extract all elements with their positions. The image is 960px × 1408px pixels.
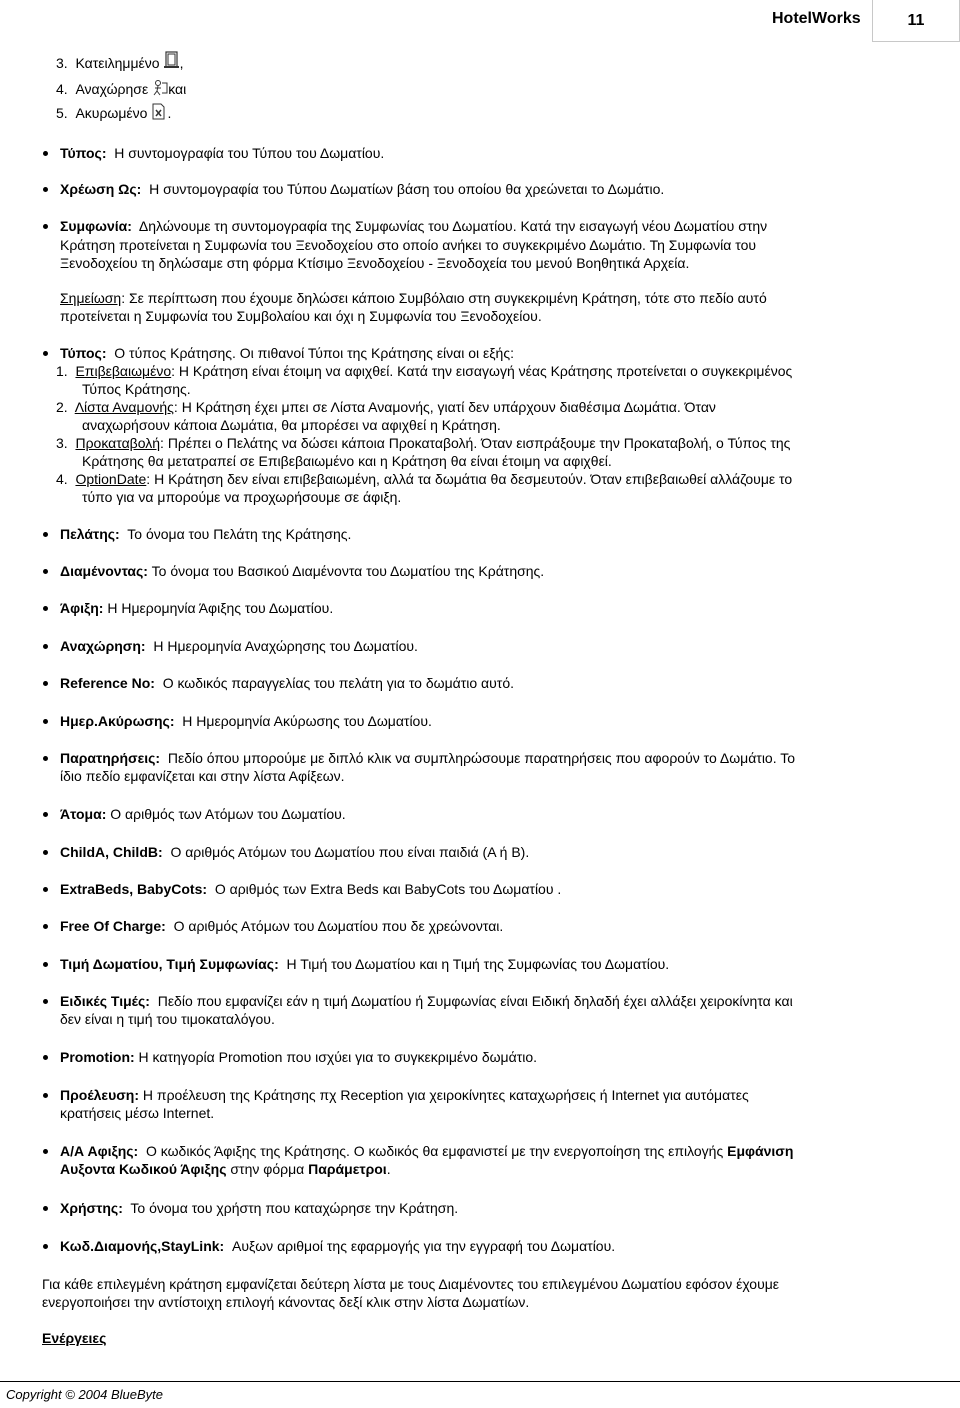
copyright-text: Copyright © 2004 BlueByte: [6, 1387, 164, 1402]
type-waiting-list: 2. Λίστα Αναμονής: Η Κράτηση έχει μπει σε Λίστα Αναμονής, γιατί δεν υπάρχουν διαθέσιμα Δωμάτια. Όταν: [56, 399, 716, 415]
field-kod-diamonis: Κωδ.Διαμονής,StayLink: Αυξων αριθμοί της εφαρμογής για την εγγραφή του Δωματίου.: [0, 1237, 960, 1255]
type-optiondate: 4. OptionDate: Η Κράτηση δεν είναι επιβεβαιωμένη, αλλά τα δωμάτια θα δεσμευτούν. Όταν επιβεβαιωθεί αλλάζουμε το: [56, 471, 793, 487]
field-refno: Reference No: Ο κωδικός παραγγελίας του πελάτη για το δωμάτιο αυτό.: [0, 674, 960, 692]
door-icon: [163, 51, 180, 69]
field-free: Free Of Charge: Ο αριθμός Ατόμων του Δωματίου που δε χρεώνονται.: [0, 917, 960, 935]
type-deposit: 3. Προκαταβολή: Πρέπει ο Πελάτης να δώσει κάποια Προκαταβολή. Όταν εισπράξουμε την Προκαταβολή, ο Τύπος της: [56, 435, 791, 451]
field-typos: Τύπος: Η συντομογραφία του Τύπου του Δωματίου.: [0, 144, 960, 162]
field-xristis: Χρήστης: Το όνομα του χρήστη που καταχώρησε την Κράτηση.: [0, 1199, 960, 1217]
person-leaving-icon: [151, 79, 168, 97]
field-eidikes: Ειδικές Τιμές: Πεδίο που εμφανίζει εάν η τιμή Δωματίου ή Συμφωνίας είναι Ειδική δηλαδή έχει αλλάξει χειροκίνητα και: [0, 992, 960, 1010]
status-item-occupied: 3. Κατειλημμένο ,: [0, 54, 960, 72]
field-afixi: Άφιξη: Η Ημερομηνία Άφιξης του Δωματίου.: [0, 599, 960, 617]
cancelled-document-icon: [150, 103, 167, 121]
page-number-box: [872, 0, 960, 42]
field-timi: Τιμή Δωματίου, Τιμή Συμφωνίας: Η Τιμή του Δωματίου και η Τιμή της Συμφωνίας του Δωματίου.: [0, 955, 960, 973]
field-promotion: Promotion: Η κατηγορία Promotion που ισχύει για το συγκεκριμένο δωμάτιο.: [0, 1048, 960, 1066]
page-number: 11: [907, 11, 925, 29]
status-item-checkout: 4. Αναχώρησε και: [56, 81, 187, 97]
field-child: ChildA, ChildB: Ο αριθμός Ατόμων του Δωματίου που είναι παιδιά (A ή B).: [0, 843, 960, 861]
field-symfonia: Συμφωνία: Δηλώνουμε τη συντομογραφία της Συμφωνίας του Δωματίου. Κατά την εισαγωγή νέου Δωματίου στην: [0, 217, 960, 235]
energeies-heading: Ενέργειες: [42, 1330, 107, 1346]
type-confirmed: 1. Επιβεβαιωμένο: Η Κράτηση είναι έτοιμη να αφιχθεί. Κατά την εισαγωγή νέας Κράτησης προτείνεται ο συγκεκριμένος: [56, 363, 793, 379]
field-diamenontas: Διαμένοντας: Το όνομα του Βασικού Διαμένοντα του Δωματίου της Κράτησης.: [0, 562, 960, 580]
field-atoma: Άτομα: Ο αριθμός των Ατόμων του Δωματίου.: [0, 805, 960, 823]
field-extrabeds: ExtraBeds, BabyCots: Ο αριθμός των Extra Beds και BabyCots του Δωματίου .: [0, 880, 960, 898]
field-anaxorisi: Αναχώρηση: Η Ημερομηνία Αναχώρησης του Δωματίου.: [0, 637, 960, 655]
footer: [0, 1381, 960, 1408]
field-akyrosi: Ημερ.Ακύρωσης: Η Ημερομηνία Ακύρωσης του Δωματίου.: [0, 712, 960, 730]
page-header-title: HotelWorks: [772, 10, 861, 27]
status-item-cancelled: 5. Ακυρωμένο .: [56, 105, 172, 121]
note: Σημείωση: Σε περίπτωση που έχουμε δηλώσει κάποιο Συμβόλαιο στη συγκεκριμένη Κράτηση, τότε στο πεδίο αυτό: [60, 290, 767, 306]
closing-paragraph: Για κάθε επιλεγμένη κράτηση εμφανίζεται δεύτερη λίστα με τους Διαμένοντες του επιλεγμένου Δωματίου εφόσον έχουμε: [42, 1276, 780, 1292]
field-typos-kratisis: Τύπος: Ο τύπος Κράτησης. Οι πιθανοί Τύποι της Κράτησης είναι οι εξής:: [0, 344, 960, 362]
field-aa-afixis: Α/Α Αφιξης: Ο κωδικός Άφιξης της Κράτησης. Ο κωδικός θα εμφανιστεί με την ενεργοποίηση της επιλογής Εμφάνιση: [0, 1142, 960, 1160]
field-pelatis: Πελάτης: Το όνομα του Πελάτη της Κράτησης.: [0, 525, 960, 543]
field-xreosi: Χρέωση Ως: Η συντομογραφία του Τύπου Δωματίων βάση του οποίου θα χρεώνεται το Δωμάτιο.: [0, 180, 960, 198]
field-paratiriseis: Παρατηρήσεις: Πεδίο όπου μπορούμε με διπλό κλικ να συμπληρώσουμε παρατηρήσεις που αφορούν το Δωμάτιο. Το: [0, 749, 960, 767]
field-proeleusi: Προέλευση: Η προέλευση της Κράτησης πχ Reception για χειροκίνητες καταχωρήσεις ή Internet για αυτόματες: [0, 1086, 960, 1104]
